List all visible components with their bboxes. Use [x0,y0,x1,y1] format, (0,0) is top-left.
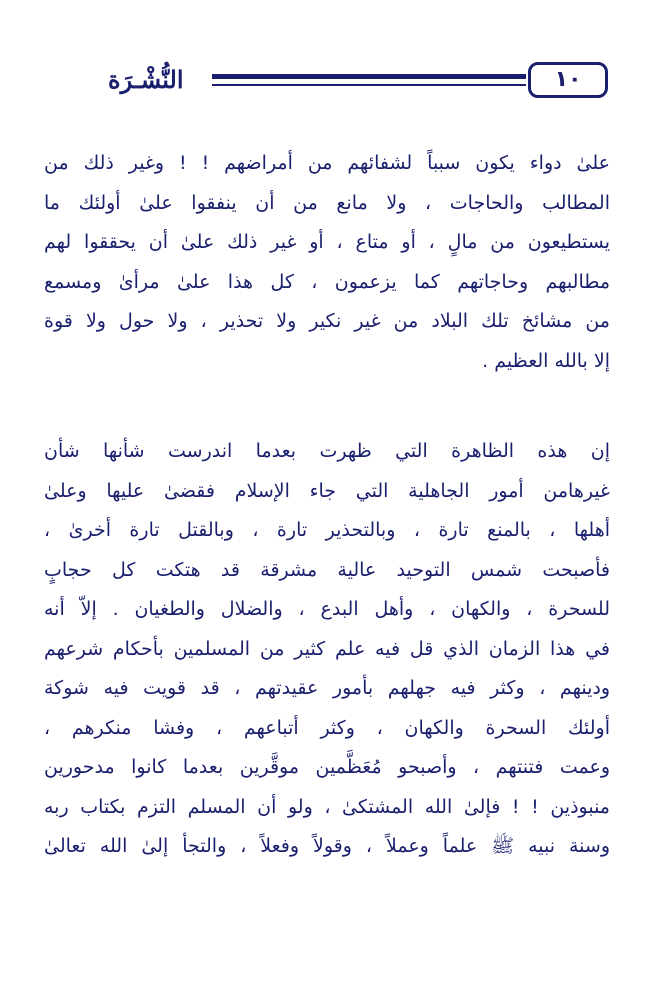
text-line: مطالبهم وحاجاتهم كما يزعمون ، كل هذا علىٰ مرأىٰ ومسمع [44,270,610,293]
text-line: المطالب والحاجات ، ولا مانع من أن ينفقوا علىٰ أولئك ما [44,191,610,214]
text-line: أهلها ، بالمنع تارة ، وبالتحذير تارة ، وبالقتل تارة أخرىٰ ، [44,519,610,541]
paragraph-1 [44,144,610,381]
text-line: يستطيعون من مالٍ ، أو متاع ، أو غير ذلك علىٰ أن يحققوا لهم [44,231,610,253]
page-number-box: ١٠ [528,62,608,98]
header-rule-thin [212,84,526,86]
paragraph-2 [44,432,610,867]
text-line: منبوذين ! ! فإلىٰ الله المشتكىٰ ، ولو أن المسلم التزم بكتاب ربه [44,795,610,818]
header-rule-thick [212,74,526,79]
text-line: إلا بالله العظيم . [482,349,610,372]
text-line: وسنة نبيه ﷺ علماً وعملاً ، وقولاً وفعلاً ، والتجأ إلىٰ الله تعالىٰ [44,835,610,857]
text-line: وعمت فتنتهم ، وأصبحو مُعَظَّمين موقَّرين بعدما كانوا مدحورين [44,756,610,778]
text-line: من مشائخ تلك البلاد من غير نكير ولا تحذير ، ولا حول ولا قوة [44,310,610,332]
text-line: غيرهامن أمور الجاهلية التي جاء الإسلام فقضىٰ عليها وعلىٰ [44,479,610,502]
page-header [108,62,608,102]
running-title: النُّشْـرَة [108,65,184,94]
text-line: فأصبحت شمس التوحيد عالية مشرقة قد هتكت كل حجابٍ [44,558,610,581]
text-line: إن هذه الظاهرة التي ظهرت بعدما اندرست شأنها شأن [44,440,610,462]
text-line: في هذا الزمان الذي قل فيه علم كثير من المسلمين بأحكام شرعهم [44,637,610,660]
text-line: ودينهم ، وكثر فيه جهلهم بأمور عقيدتهم ، قد قويت فيه شوكة [44,677,610,699]
text-line: علىٰ دواء يكون سبباً لشفائهم من أمراضهم ! ! وغير ذلك من [44,152,610,174]
text-line: أولئك السحرة والكهان ، وكثر أتباعهم ، وفشا منكرهم ، [44,716,610,739]
text-line: للسحرة ، والكهان ، وأهل البدع ، والضلال والطغيان . إلاّ أنه [44,598,610,620]
